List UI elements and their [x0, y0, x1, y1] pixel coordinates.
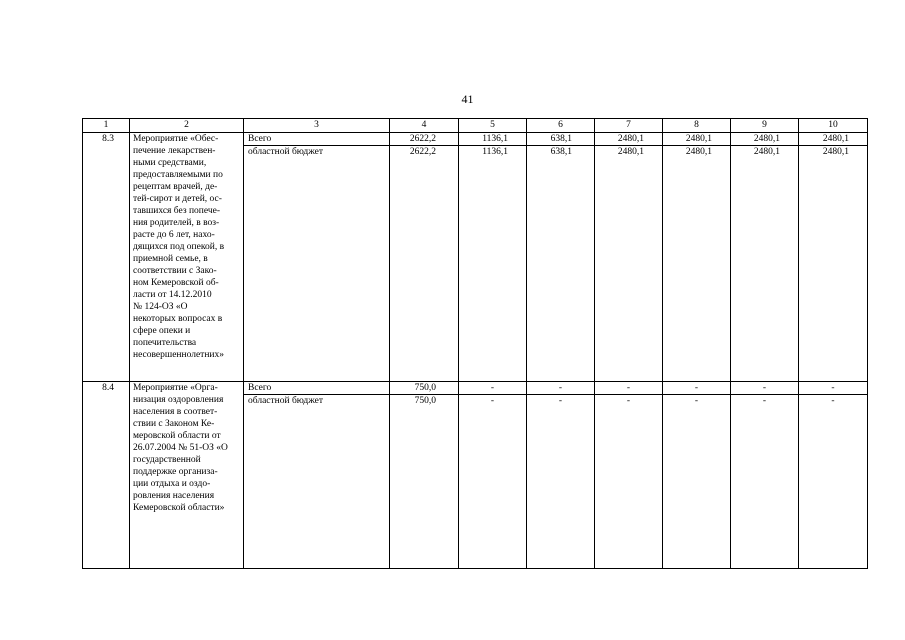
- value-cell: -: [595, 382, 663, 395]
- header-row: [83, 119, 868, 133]
- value-cell: 638,1: [527, 133, 595, 146]
- value-cell: 638,1: [527, 146, 595, 382]
- value-cell: -: [595, 395, 663, 569]
- header-cell: 2: [130, 119, 244, 133]
- header-cell: 5: [459, 119, 527, 133]
- value-cell: -: [731, 382, 799, 395]
- value-cell: 1136,1: [459, 146, 527, 382]
- value-cell: 750,0: [390, 395, 459, 569]
- page-number: 41: [461, 92, 474, 106]
- value-cell: -: [527, 395, 595, 569]
- value-cell: 2480,1: [595, 133, 663, 146]
- header-cell: 4: [390, 119, 459, 133]
- table-row: [83, 382, 868, 395]
- table-row: [83, 133, 868, 146]
- value-cell: -: [799, 382, 868, 395]
- item-name-text: Мероприятие «Орга- низация оздоровления населения в соответ- ствии с Законом Ке- меровской области от 26.07.2004 № 51-ОЗ «О государственной поддержке организа- ции отдыха и оздо- ровления населения Кемеровской области»: [133, 383, 228, 513]
- header-cell: 10: [799, 119, 868, 133]
- value-cell: 2480,1: [799, 146, 868, 382]
- header-cell: 7: [595, 119, 663, 133]
- header-cell: 9: [731, 119, 799, 133]
- item-name: [130, 382, 244, 569]
- value-cell: -: [663, 395, 731, 569]
- value-cell: 2480,1: [731, 133, 799, 146]
- item-name-text: Мероприятие «Обес- печение лекарствен- ными средствами, предоставляемыми по рецептам врачей, де- тей-сирот и детей, ос- тавшихся без попече- ния родителей, в воз- расте до 6 лет, нахо- дящихся под опекой, в приемной семье, в соответствии с Зако- ном Кемеровской об- ласти от 14.12.2010 № 124-ОЗ «О некоторых вопросах в сфере опеки и попечительства несовершеннолетних»: [133, 134, 225, 360]
- value-cell: 2480,1: [595, 146, 663, 382]
- source-label: Всего: [244, 133, 390, 146]
- value-cell: -: [527, 382, 595, 395]
- item-number: 8.3: [83, 133, 130, 382]
- value-cell: -: [663, 382, 731, 395]
- value-cell: 750,0: [390, 382, 459, 395]
- header-cell: 8: [663, 119, 731, 133]
- value-cell: -: [731, 395, 799, 569]
- header-cell: 6: [527, 119, 595, 133]
- value-cell: 1136,1: [459, 133, 527, 146]
- item-number: 8.4: [83, 382, 130, 569]
- value-cell: 2480,1: [799, 133, 868, 146]
- value-cell: 2622,2: [390, 133, 459, 146]
- value-cell: -: [799, 395, 868, 569]
- value-cell: -: [459, 382, 527, 395]
- source-label: Всего: [244, 382, 390, 395]
- source-label: областной бюджет: [244, 395, 390, 569]
- item-name: [130, 133, 244, 382]
- source-label: областной бюджет: [244, 146, 390, 382]
- value-cell: 2480,1: [663, 133, 731, 146]
- header-cell: 3: [244, 119, 390, 133]
- value-cell: 2480,1: [663, 146, 731, 382]
- header-cell: 1: [83, 119, 130, 133]
- value-cell: 2480,1: [731, 146, 799, 382]
- budget-table: [82, 118, 868, 569]
- value-cell: -: [459, 395, 527, 569]
- value-cell: 2622,2: [390, 146, 459, 382]
